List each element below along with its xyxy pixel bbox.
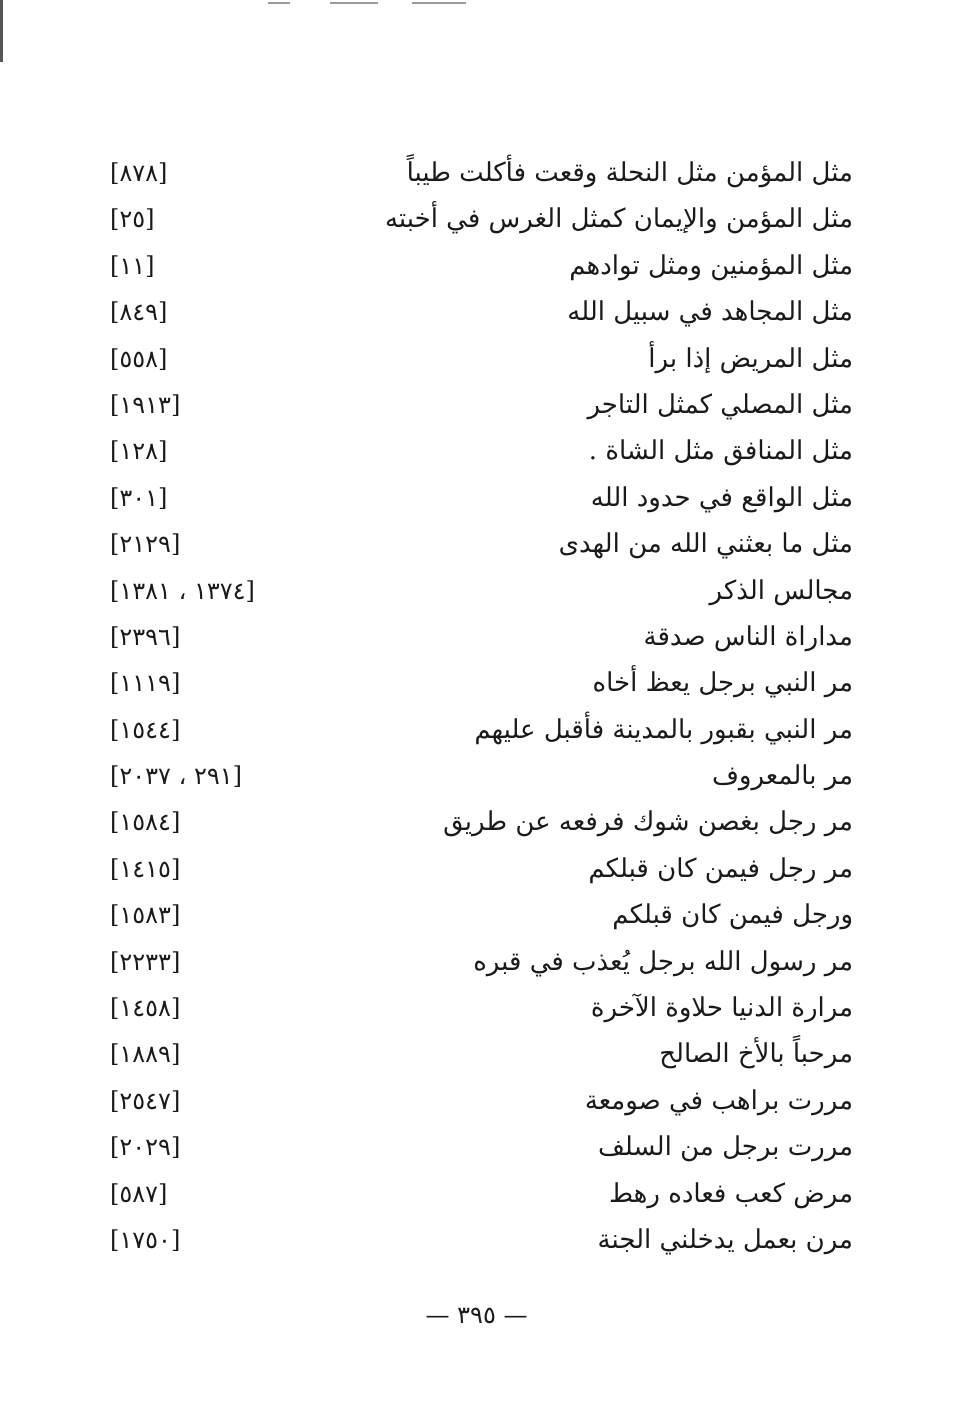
entry-text: مثل المنافق مثل الشاة . — [588, 436, 853, 467]
index-entry — [0, 660, 953, 706]
entry-reference: [١٤١٥] — [110, 854, 181, 883]
index-entry — [0, 846, 953, 892]
entry-text: مثل المؤمنين ومثل توادهم — [569, 250, 853, 281]
index-entry — [0, 1171, 953, 1217]
entry-reference: [١١] — [110, 251, 155, 280]
entry-reference: [١٥٨٤] — [110, 808, 181, 837]
index-entry — [0, 1217, 953, 1263]
page-edge-mark — [0, 0, 3, 62]
hadith-index-list — [0, 150, 953, 1263]
entry-text: مرض كعب فعاده رهط — [609, 1178, 853, 1209]
index-entry — [0, 985, 953, 1031]
index-entry — [0, 799, 953, 845]
entry-reference: [٨٤٩] — [110, 298, 168, 327]
index-entry — [0, 196, 953, 242]
index-entry — [0, 707, 953, 753]
top-rule-2 — [330, 2, 378, 4]
entry-text: مر رجل فيمن كان قبلكم — [588, 853, 853, 884]
entry-reference: [١٧٥٠] — [110, 1225, 181, 1254]
index-entry — [0, 382, 953, 428]
index-entry — [0, 939, 953, 985]
entry-text: مرارة الدنيا حلاوة الآخرة — [590, 993, 853, 1024]
entry-reference: [١٥٨٣] — [110, 901, 181, 930]
entry-text: مجالس الذكر — [709, 575, 853, 606]
entry-text: مر النبي برجل يعظ أخاه — [592, 668, 853, 699]
entry-reference: [٢٢٣٣] — [110, 947, 181, 976]
index-entry — [0, 892, 953, 938]
entry-text: مداراة الناس صدقة — [643, 621, 853, 652]
entry-reference: [٢١٢٩] — [110, 530, 181, 559]
entry-text: مثل المؤمن مثل النحلة وقعت فأكلت طيباً — [406, 158, 853, 188]
entry-text: مثل المصلي كمثل التاجر — [587, 389, 853, 420]
index-entry — [0, 289, 953, 335]
entry-reference: [١١١٩] — [110, 669, 181, 698]
entry-reference: [١٥٤٤] — [110, 715, 181, 744]
entry-text: مر رجل بغصن شوك فرفعه عن طريق — [443, 807, 853, 838]
entry-text: مثل المجاهد في سبيل الله — [567, 297, 853, 328]
index-entry — [0, 150, 953, 196]
entry-reference: [٢٠٢٩] — [110, 1133, 181, 1162]
entry-reference: [١٤٥٨] — [110, 994, 181, 1023]
entry-reference: [١٣٧٤ ، ١٣٨١] — [110, 576, 255, 605]
entry-text: مرحباً بالأخ الصالح — [659, 1039, 853, 1070]
entry-text: مرن بعمل يدخلني الجنة — [597, 1224, 853, 1255]
index-entry — [0, 475, 953, 521]
entry-reference: [٥٥٨] — [110, 344, 168, 373]
page-number: — ٣٩٥ — — [425, 1301, 528, 1329]
entry-reference: [٥٨٧] — [110, 1179, 168, 1208]
index-entry — [0, 521, 953, 567]
entry-text: مررت برجل من السلف — [597, 1132, 853, 1163]
entry-text: مر بالمعروف — [711, 761, 853, 792]
index-entry — [0, 614, 953, 660]
index-entry — [0, 1078, 953, 1124]
entry-text: ورجل فيمن كان قبلكم — [612, 900, 853, 931]
entry-text: مررت براهب في صومعة — [584, 1085, 853, 1116]
top-rule-1 — [268, 2, 290, 4]
index-entry — [0, 336, 953, 382]
entry-text: مثل المؤمن والإيمان كمثل الغرس في أخبته — [384, 204, 853, 235]
entry-reference: [١٨٨٩] — [110, 1040, 181, 1069]
top-rule-3 — [412, 2, 466, 4]
entry-text: مثل ما بعثني الله من الهدى — [558, 529, 853, 560]
entry-reference: [٨٧٨] — [110, 159, 168, 187]
entry-reference: [٢٩١ ، ٢٠٣٧] — [110, 762, 242, 791]
index-entry — [0, 428, 953, 474]
entry-reference: [٢٥٤٧] — [110, 1086, 181, 1115]
index-entry — [0, 753, 953, 799]
index-entry — [0, 243, 953, 289]
entry-text: مثل الواقع في حدود الله — [590, 482, 853, 513]
index-entry — [0, 1031, 953, 1077]
entry-reference: [٢٣٩٦] — [110, 622, 181, 651]
entry-reference: [١٢٨] — [110, 437, 168, 466]
entry-text: مثل المريض إذا برأ — [648, 343, 853, 374]
entry-reference: [١٩١٣] — [110, 390, 181, 419]
entry-reference: [٣٠١] — [110, 483, 168, 512]
entry-reference: [٢٥] — [110, 205, 155, 234]
entry-text: مر رسول الله برجل يُعذب في قبره — [473, 946, 853, 977]
index-entry — [0, 1124, 953, 1170]
index-entry — [0, 568, 953, 614]
entry-text: مر النبي بقبور بالمدينة فأقبل عليهم — [474, 714, 853, 745]
